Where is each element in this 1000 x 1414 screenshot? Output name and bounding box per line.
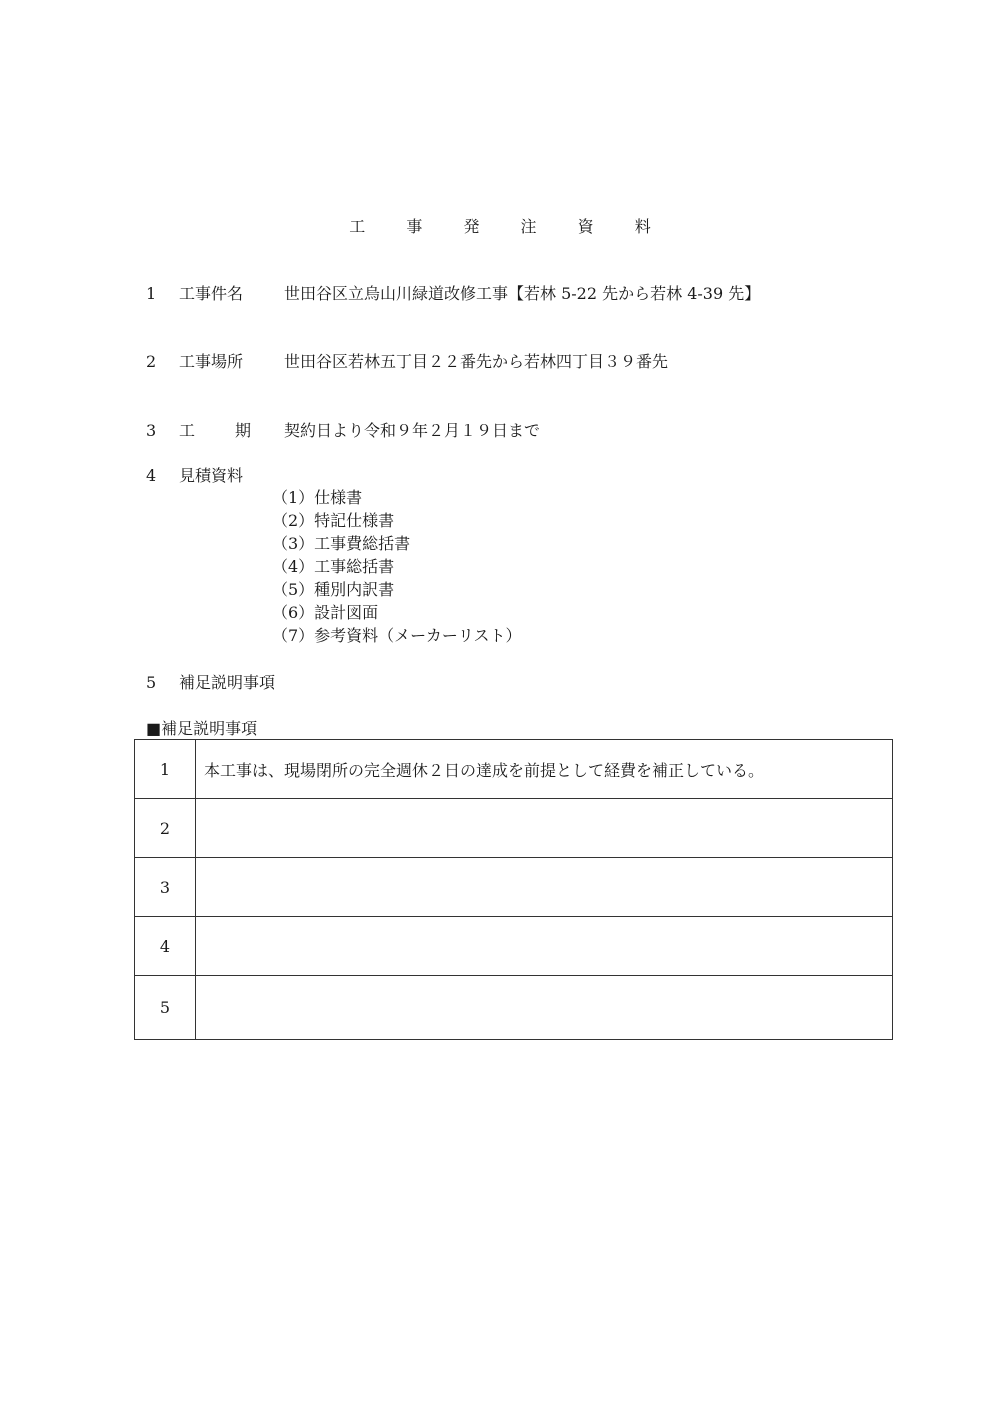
list-item: （7）参考資料（メーカーリスト） — [272, 626, 522, 645]
list-item: （6）設計図面 — [272, 603, 379, 622]
item-value: 世田谷区若林五丁目２２番先から若林四丁目３９番先 — [284, 352, 669, 371]
table-row — [135, 917, 893, 976]
row-number: 3 — [135, 858, 196, 917]
list-item: （5）種別内訳書 — [272, 580, 395, 599]
label-char: 期 — [235, 421, 252, 440]
document-title — [0, 214, 1000, 237]
title-char: 事 — [406, 217, 423, 236]
item-label: 工事場所 — [179, 352, 244, 371]
item-number: 4 — [146, 466, 157, 485]
item-label: 工事件名 — [179, 284, 244, 303]
row-number: 2 — [135, 799, 196, 858]
table-row — [135, 740, 893, 799]
title-char: 資 — [577, 217, 594, 236]
list-item: （3）工事費総括書 — [272, 534, 411, 553]
item-number: 2 — [146, 352, 157, 371]
table-row — [135, 858, 893, 917]
row-number: 1 — [135, 740, 196, 799]
title-char: 注 — [520, 217, 537, 236]
table-row — [135, 799, 893, 858]
title-char: 料 — [634, 217, 651, 236]
row-text — [196, 917, 893, 976]
row-text: 本工事は、現場閉所の完全週休２日の達成を前提として経費を補正している。 — [196, 740, 893, 799]
item-label: 補足説明事項 — [179, 673, 276, 692]
row-text — [196, 858, 893, 917]
row-number: 5 — [135, 976, 196, 1040]
item-value: 契約日より令和９年２月１９日まで — [284, 421, 541, 440]
row-text — [196, 976, 893, 1040]
title-char: 工 — [349, 217, 366, 236]
row-text — [196, 799, 893, 858]
list-item: （2）特記仕様書 — [272, 511, 395, 530]
item-number: 5 — [146, 673, 157, 692]
item-number: 1 — [146, 284, 157, 303]
estimate-documents-list — [272, 488, 522, 649]
list-item: （1）仕様書 — [272, 488, 363, 507]
item-number: 3 — [146, 421, 157, 440]
item-value: 世田谷区立烏山川緑道改修工事【若林 5-22 先から若林 4-39 先】 — [284, 284, 761, 303]
title-char: 発 — [463, 217, 480, 236]
notes-table — [134, 739, 893, 1040]
item-label: 見積資料 — [179, 466, 244, 485]
table-row — [135, 976, 893, 1040]
list-item: （4）工事総括書 — [272, 557, 395, 576]
notes-table-caption: ■補足説明事項 — [146, 719, 258, 738]
row-number: 4 — [135, 917, 196, 976]
label-char: 工 — [179, 421, 196, 440]
item-label — [179, 421, 251, 441]
